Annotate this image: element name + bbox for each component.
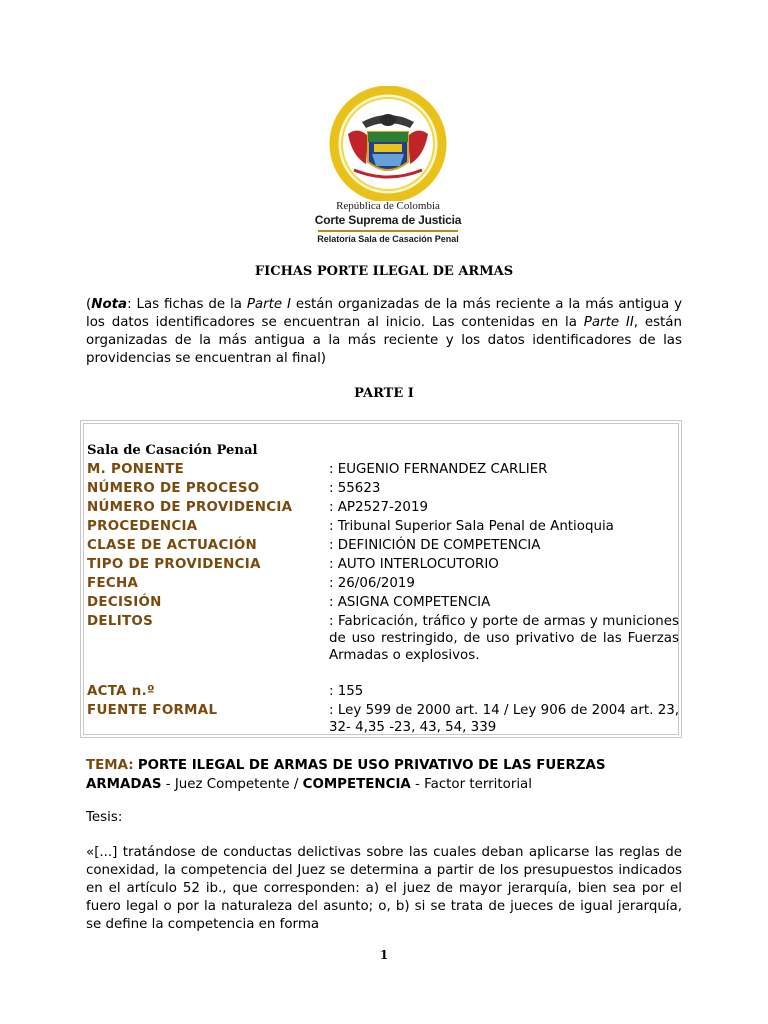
note-text-2: están organizadas de la más reciente a la más antigua y los datos identificadores se encuentran al inicio. Las contenidas en la: [86, 297, 682, 330]
note-label: Nota: [91, 297, 128, 312]
record-value: : Ley 599 de 2000 art. 14 / Ley 906 de 2004 art. 23, 32- 4,35 -23, 43, 54, 339: [329, 703, 679, 735]
note-emph-1: Parte I: [246, 297, 291, 312]
note-text-1: : Las fichas de la: [127, 297, 247, 312]
record-label: FECHA: [87, 576, 139, 591]
record-value: : EUGENIO FERNANDEZ CARLIER: [329, 462, 548, 477]
office-name: Relatoría Sala de Casación Penal: [317, 234, 459, 244]
record-value: : Tribunal Superior Sala Penal de Antioquia: [329, 519, 614, 534]
court-name: Corte Suprema de Justicia: [314, 213, 462, 227]
theme-topic: PORTE ILEGAL DE ARMAS DE USO PRIVATIVO DE LAS FUERZAS ARMADAS: [86, 758, 606, 792]
theme-sep-2: - Factor territorial: [410, 777, 532, 792]
record-value: : 26/06/2019: [329, 576, 415, 591]
theme-paragraph: [86, 756, 682, 794]
case-record-box: [80, 420, 682, 738]
note-paragraph: [86, 296, 682, 368]
record-label: NÚMERO DE PROVIDENCIA: [87, 500, 293, 515]
record-value: : 55623: [329, 481, 381, 496]
note-open: (: [86, 297, 92, 312]
record-value: : DEFINICIÓN DE COMPETENCIA: [329, 538, 541, 553]
theme-topic-2: COMPETENCIA: [302, 777, 411, 792]
record-value: : AP2527-2019: [329, 500, 428, 515]
record-label: TIPO DE PROVIDENCIA: [87, 557, 261, 572]
record-label: CLASE DE ACTUACIÓN: [87, 538, 258, 553]
thesis-body: «[...] tratándose de conductas delictivas sobre las cuales deban aplicarse las reglas de conexidad, la competencia del Juez se determina a partir de los presupuestos indicados en el artículo 52 ib., que corresponden: a) el juez de mayor jerarquía, bien sea por el fuero legal o por la naturaleza del asunto; o, b) si se trata de jueces de igual jerarquía, se define la competencia en forma: [86, 845, 682, 932]
record-label: DECISIÓN: [87, 595, 162, 610]
record-value: : AUTO INTERLOCUTORIO: [329, 557, 499, 572]
court-letterhead: [296, 200, 480, 245]
record-label: NÚMERO DE PROCESO: [87, 481, 260, 496]
page-number: 1: [379, 948, 389, 962]
theme-sep-1: - Juez Competente /: [161, 777, 303, 792]
record-label: ACTA n.º: [87, 684, 155, 699]
thesis-label: Tesis:: [86, 810, 123, 825]
record-value: : ASIGNA COMPETENCIA: [329, 595, 491, 610]
note-emph-2: Parte II: [583, 315, 634, 330]
record-label: DELITOS: [87, 614, 154, 629]
letterhead-divider: [318, 230, 458, 232]
record-value: : Fabricación, tráfico y porte de armas y municiones de uso restringido, de uso privativo de las Fuerzas Armadas o explosivos.: [329, 614, 679, 663]
record-label: PROCEDENCIA: [87, 519, 198, 534]
part-heading: PARTE I: [354, 386, 414, 401]
note-text-3: , están organizadas de la más antigua a la más reciente y los datos identificadores de las providencias se encuentran al final): [86, 315, 682, 366]
colombia-coat-of-arms-icon: [318, 86, 458, 201]
document-title: FICHAS PORTE ILEGAL DE ARMAS: [254, 264, 514, 279]
country-name: República de Colombia: [336, 200, 440, 212]
record-label: M. PONENTE: [87, 462, 185, 477]
chamber-name: Sala de Casación Penal: [87, 443, 258, 458]
record-value: : 155: [329, 684, 364, 699]
theme-key: TEMA:: [86, 758, 134, 773]
record-label: FUENTE FORMAL: [87, 703, 218, 718]
